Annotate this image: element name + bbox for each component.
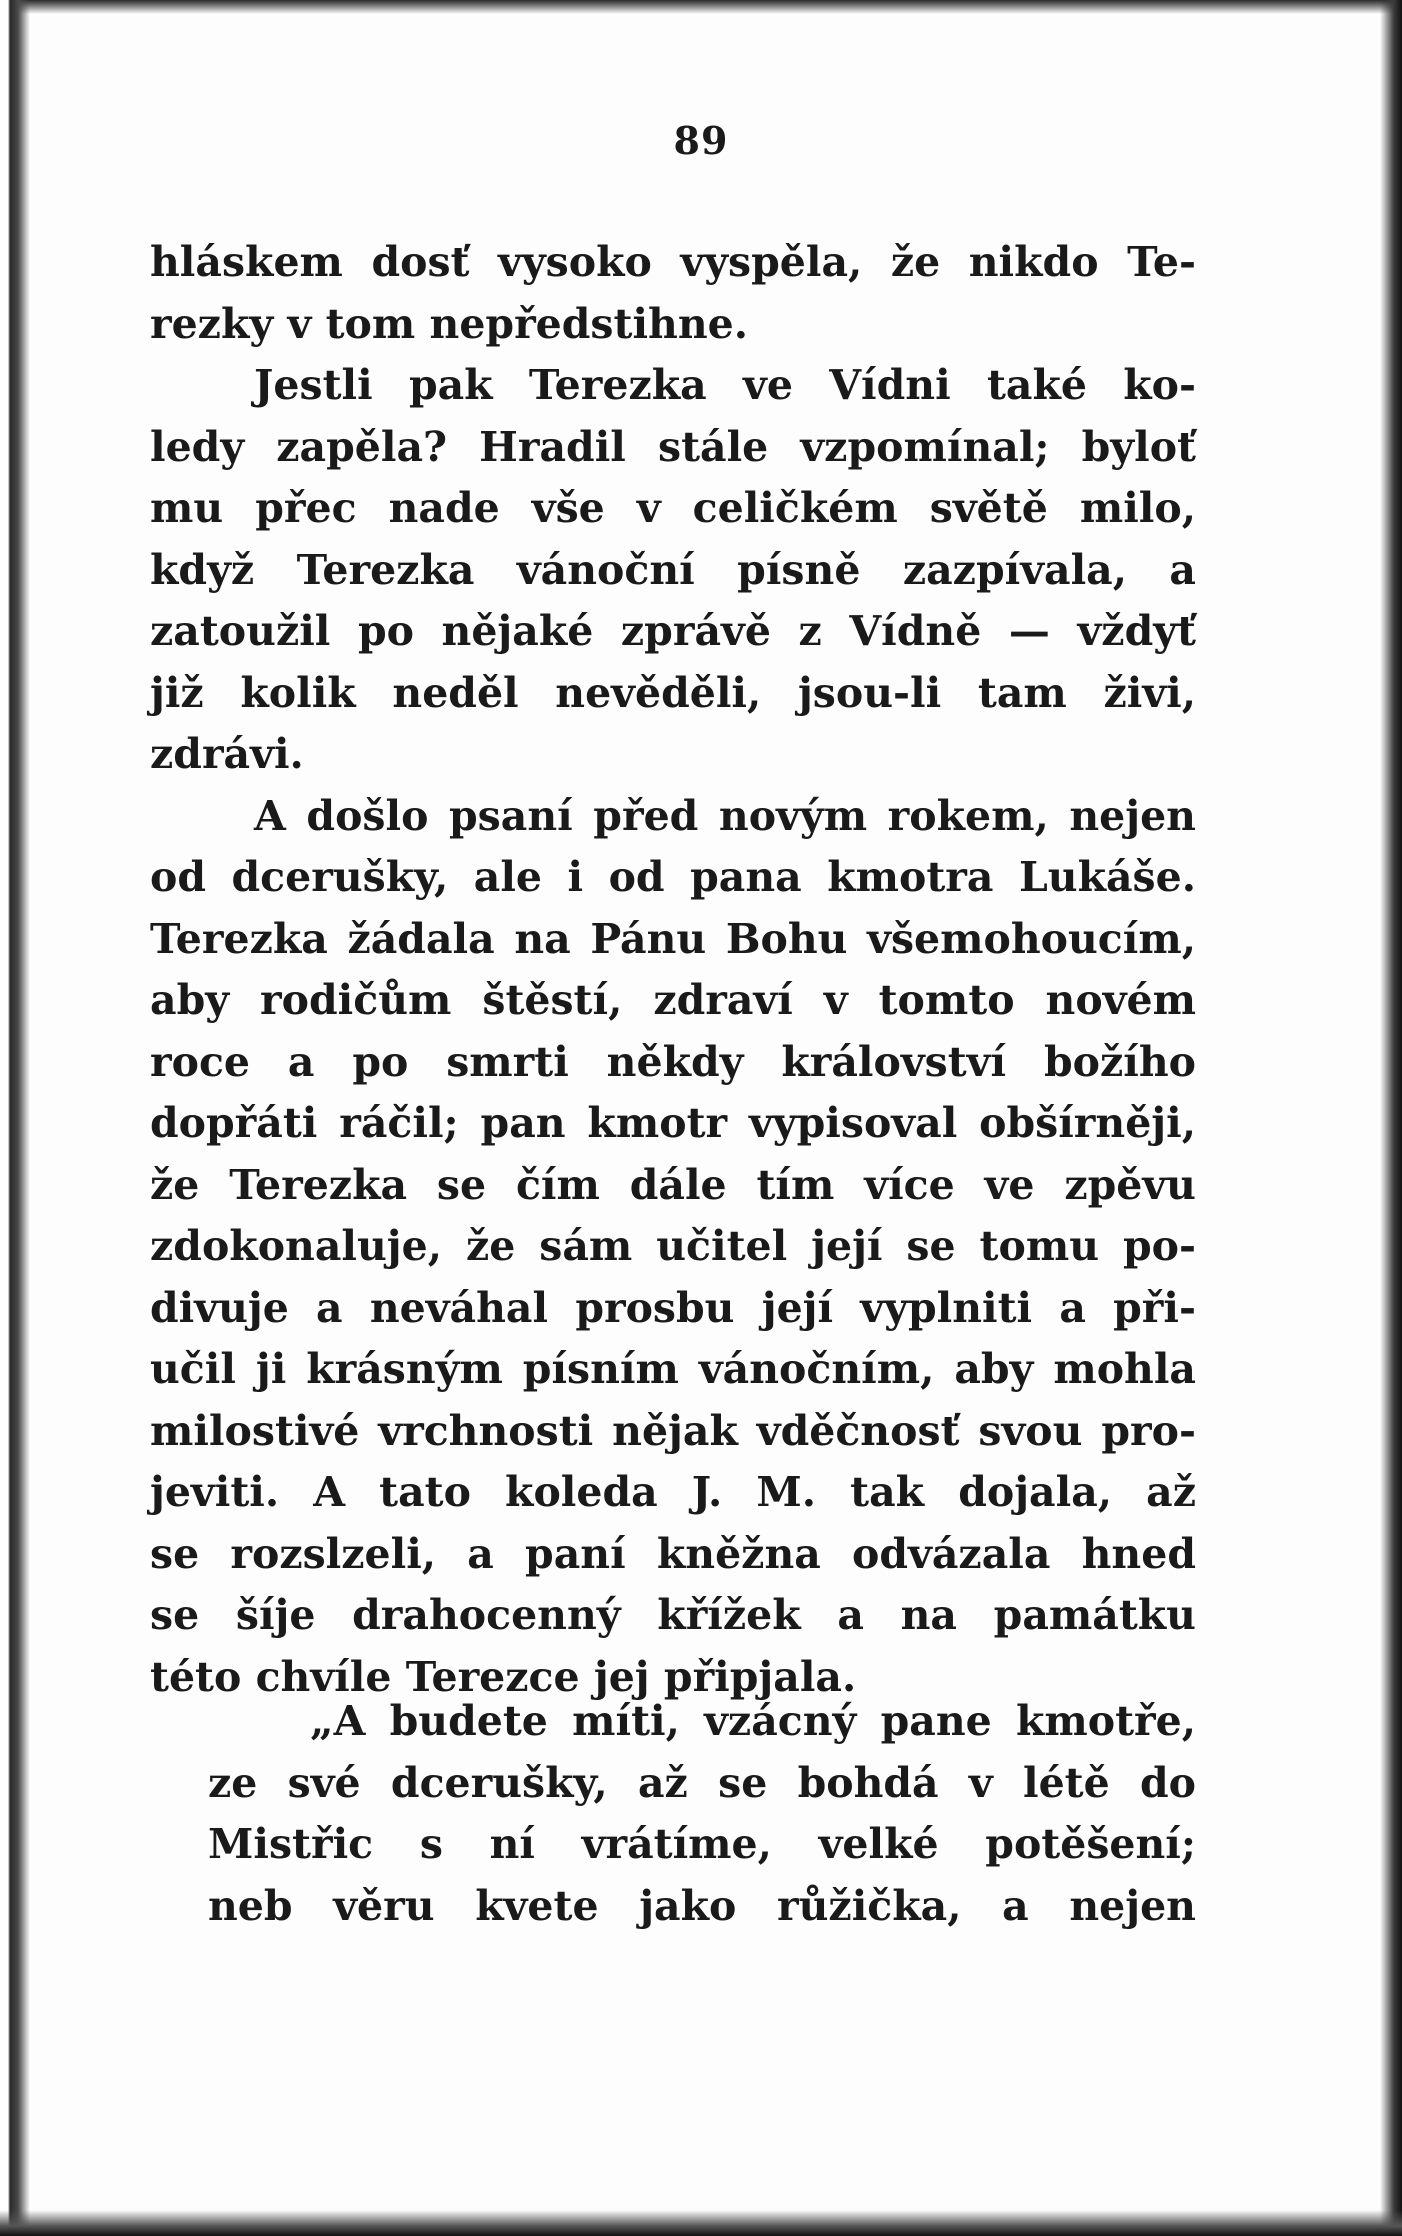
text-line: rezky v tom nepředstihne. — [150, 299, 749, 348]
quoted-speech — [208, 1691, 1196, 1937]
text-line: aby rodičům štěstí, zdraví v tomto novém — [150, 976, 1196, 1024]
text-line: ledy zapěla? Hradil stále vzpomínal; byloť — [150, 422, 1196, 471]
text-line: zatoužil po nějaké zprávě z Vídně — vždyť — [150, 607, 1196, 655]
scan-edge-top — [0, 0, 1402, 14]
text-line: Terezka žádala na Pánu Bohu všemohoucím, — [150, 914, 1196, 963]
text-line: A došlo psaní před novým rokem, nejen — [254, 791, 1196, 840]
text-line: učil ji krásným písním vánočním, aby mohla — [150, 1345, 1196, 1393]
text-line: mu přec nade vše v celičkém světě milo, — [150, 484, 1196, 532]
text-line: od dcerušky, ale i od pana kmotra Lukáše. — [150, 853, 1196, 901]
text-line: neb věru kvete jako růžička, a nejen — [208, 1881, 1196, 1930]
text-line: milostivé vrchnosti nějak vděčnosť svou pro- — [150, 1406, 1196, 1455]
text-line: roce a po smrti někdy království božího — [150, 1037, 1196, 1086]
body-text — [150, 232, 1196, 1708]
text-line: Mistřic s ní vrátíme, velké potěšení; — [208, 1820, 1196, 1868]
scan-edge-left — [0, 0, 30, 2236]
text-line: že Terezka se čím dále tím více ve zpěvu — [150, 1160, 1196, 1209]
text-line: zdokonaluje, že sám učitel její se tomu po- — [150, 1222, 1196, 1270]
scan-edge-bottom — [0, 2210, 1402, 2236]
text-line: se rozslzeli, a paní kněžna odvázala hned — [150, 1529, 1196, 1578]
text-line: „A budete míti, vzácný pane kmotře, — [310, 1697, 1196, 1745]
page-number: 89 — [673, 118, 729, 163]
text-line: když Terezka vánoční písně zazpívala, a — [150, 545, 1196, 594]
text-line: se šíje drahocenný křížek a na památku — [150, 1591, 1196, 1639]
text-line: již kolik neděl nevěděli, jsou-li tam živi, — [150, 668, 1196, 717]
text-line: divuje a neváhal prosbu její vyplniti a při- — [150, 1283, 1196, 1332]
text-line: zdrávi. — [150, 730, 304, 778]
text-line: jeviti. A tato koleda J. M. tak dojala, až — [150, 1468, 1196, 1516]
text-line: ze své dcerušky, až se bohdá v létě do — [208, 1758, 1196, 1807]
text-line: hláskem dosť vysoko vyspěla, že nikdo Te- — [150, 238, 1196, 286]
text-line: dopřáti ráčil; pan kmotr vypisoval obšírněji, — [150, 1099, 1196, 1147]
text-line: Jestli pak Terezka ve Vídni také ko- — [254, 361, 1196, 409]
text-line: této chvíle Terezce jej připjala. — [150, 1652, 857, 1701]
scan-edge-right — [1380, 0, 1402, 2236]
